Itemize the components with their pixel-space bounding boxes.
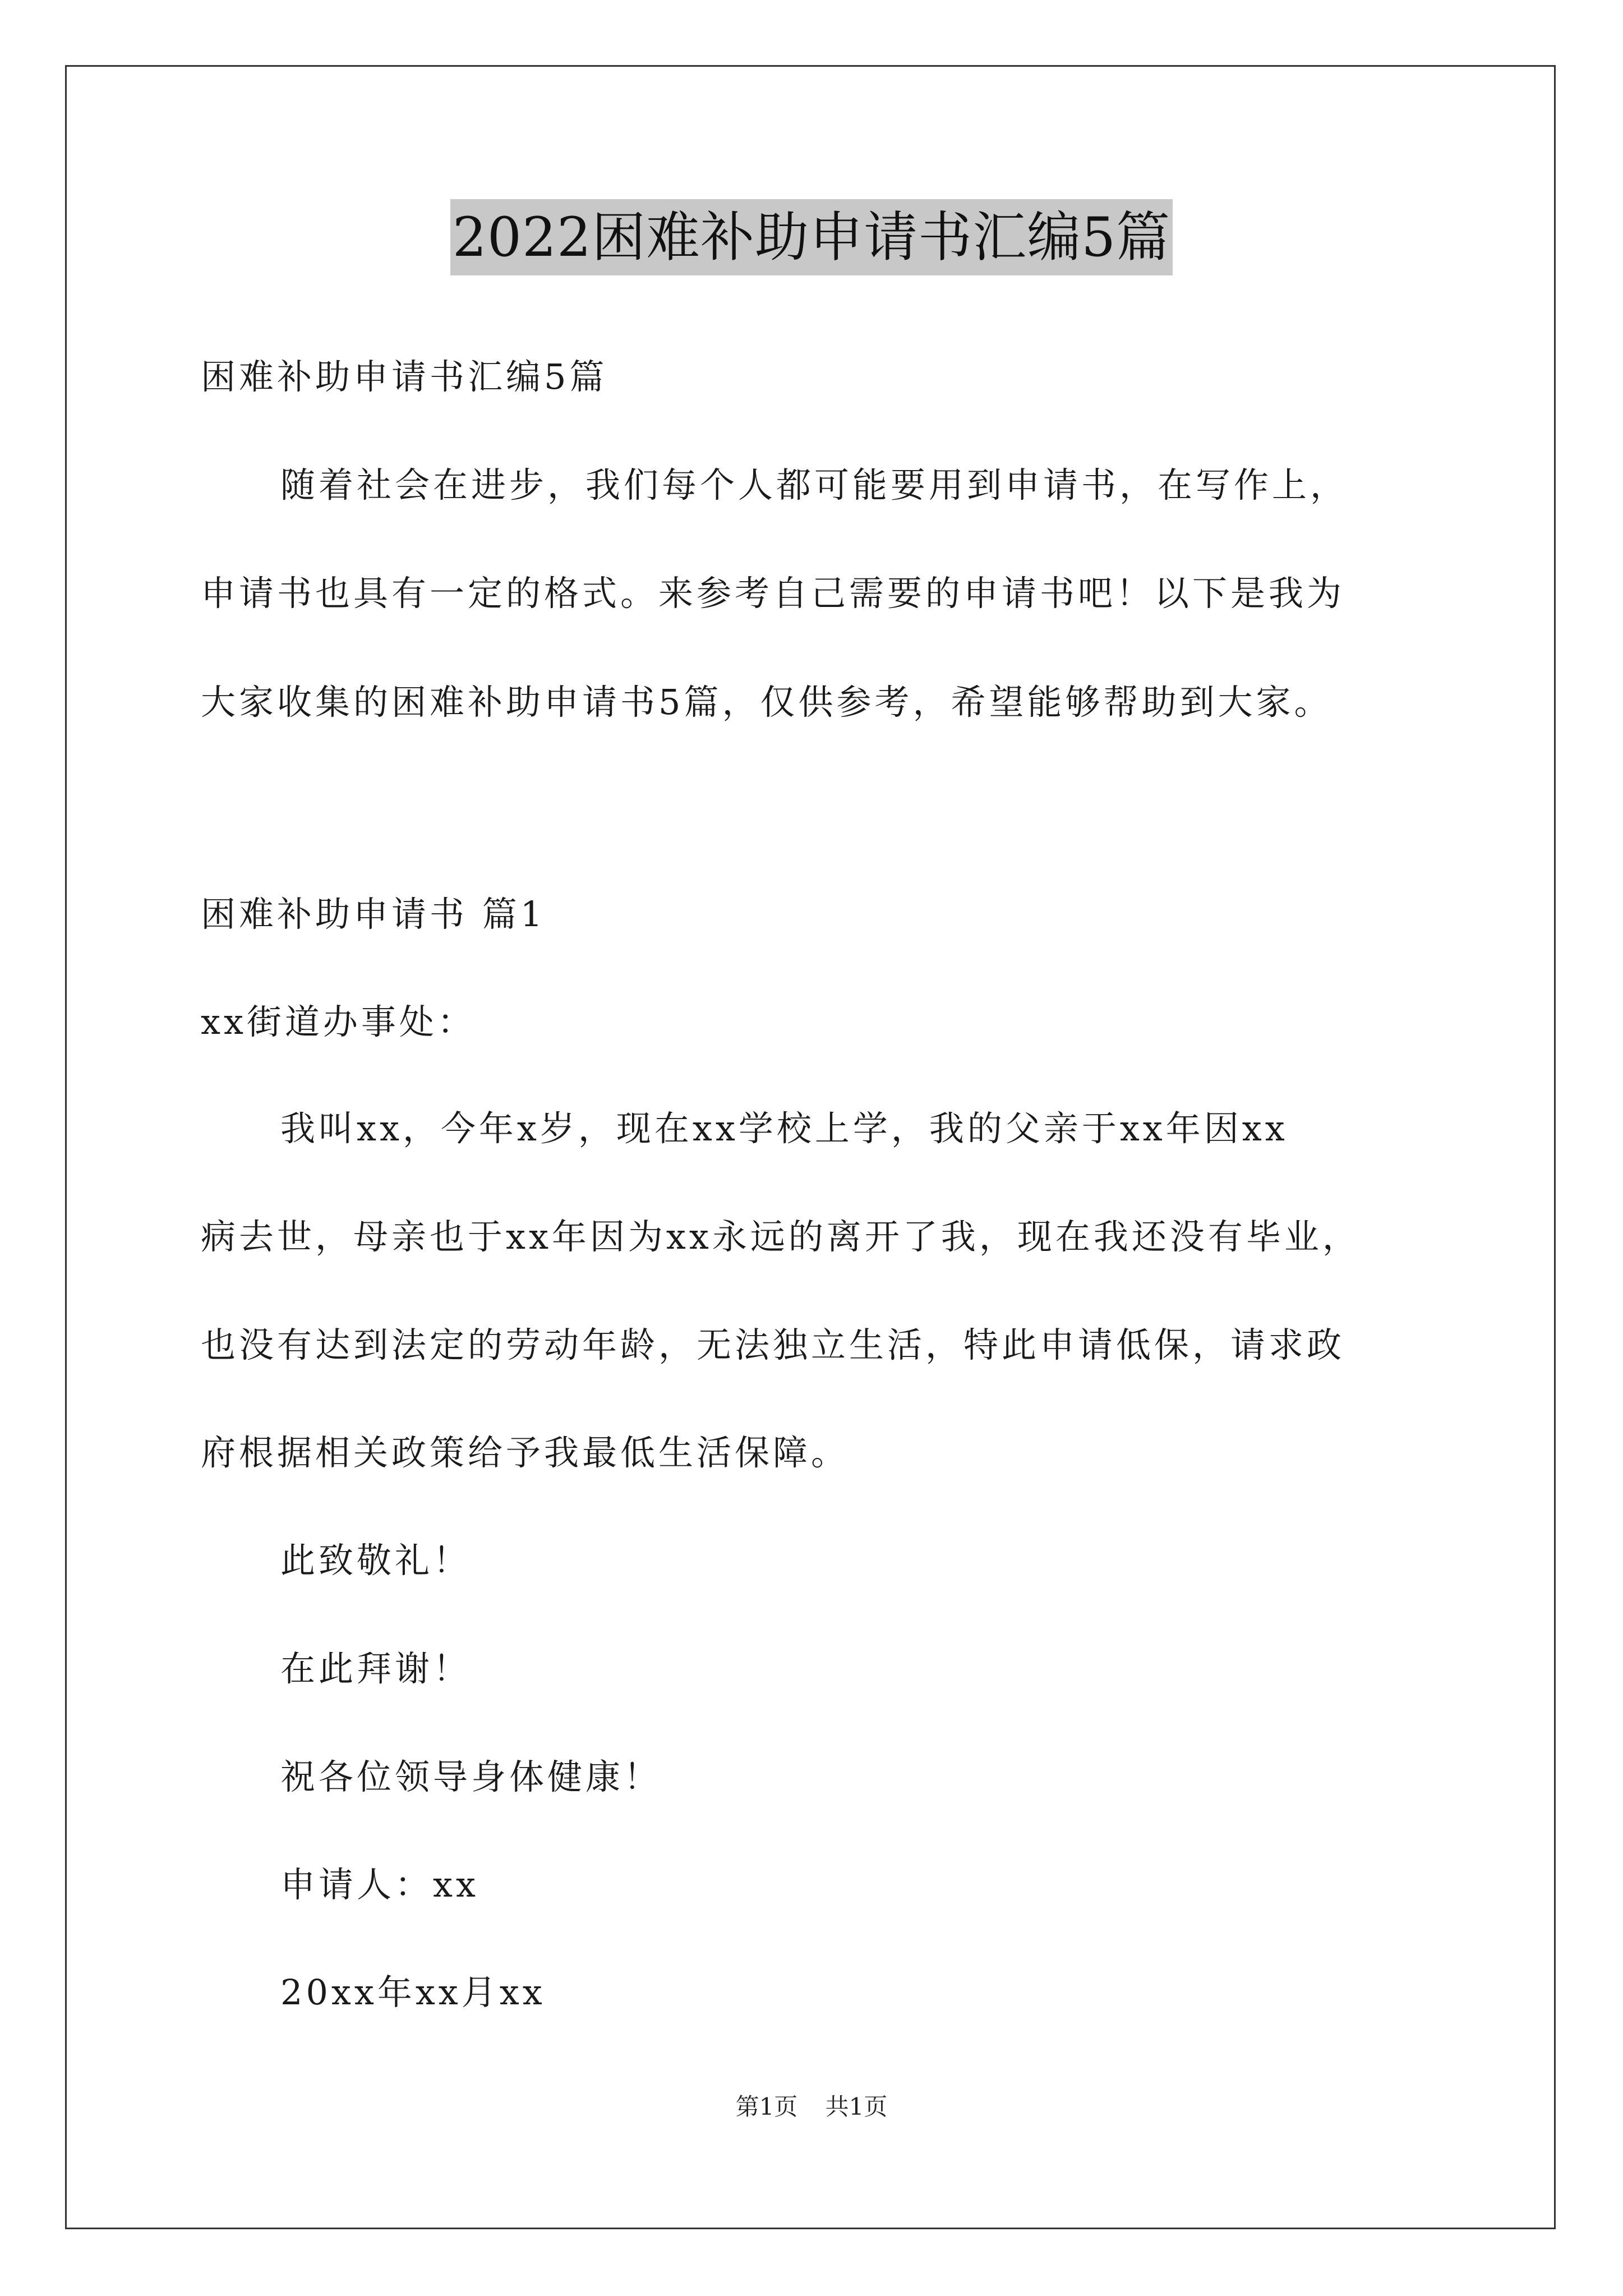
- body-line: 府根据相关政策给予我最低生活保障。: [201, 1432, 850, 1473]
- page-total: 共1页: [825, 2093, 888, 2120]
- subtitle: 困难补助申请书汇编5篇: [201, 356, 608, 397]
- salutation: xx街道办事处：: [201, 1001, 476, 1042]
- closing-line: 此致敬礼！: [280, 1540, 472, 1581]
- intro-line: 随着社会在进步，我们每个人都可能要用到申请书，在写作上，: [280, 464, 1349, 505]
- page-number: 第1页: [735, 2093, 798, 2120]
- closing-line: 祝各位领导身体健康！: [280, 1756, 662, 1797]
- body-line: 也没有达到法定的劳动年龄，无法独立生活，特此申请低保，请求政: [201, 1324, 1345, 1365]
- intro-line: 大家收集的困难补助申请书5篇，仅供参考，希望能够帮助到大家。: [201, 682, 1332, 723]
- date-line: 20xx年xx月xx: [280, 1972, 546, 2013]
- body-line: 我叫xx，今年x岁，现在xx学校上学，我的父亲于xx年因xx: [280, 1108, 1288, 1149]
- applicant-line: 申请人：xx: [280, 1864, 479, 1905]
- body-line: 病去世，母亲也于xx年因为xx永远的离开了我，现在我还没有毕业，: [201, 1216, 1361, 1257]
- closing-line: 在此拜谢！: [280, 1648, 472, 1689]
- intro-line: 申请书也具有一定的格式。来参考自己需要的申请书吧！以下是我为: [201, 573, 1345, 614]
- page-footer: [0, 2091, 1623, 2123]
- title-container: [0, 199, 1623, 275]
- section-heading: 困难补助申请书 篇1: [201, 894, 546, 935]
- document-title: 2022困难补助申请书汇编5篇: [450, 199, 1173, 275]
